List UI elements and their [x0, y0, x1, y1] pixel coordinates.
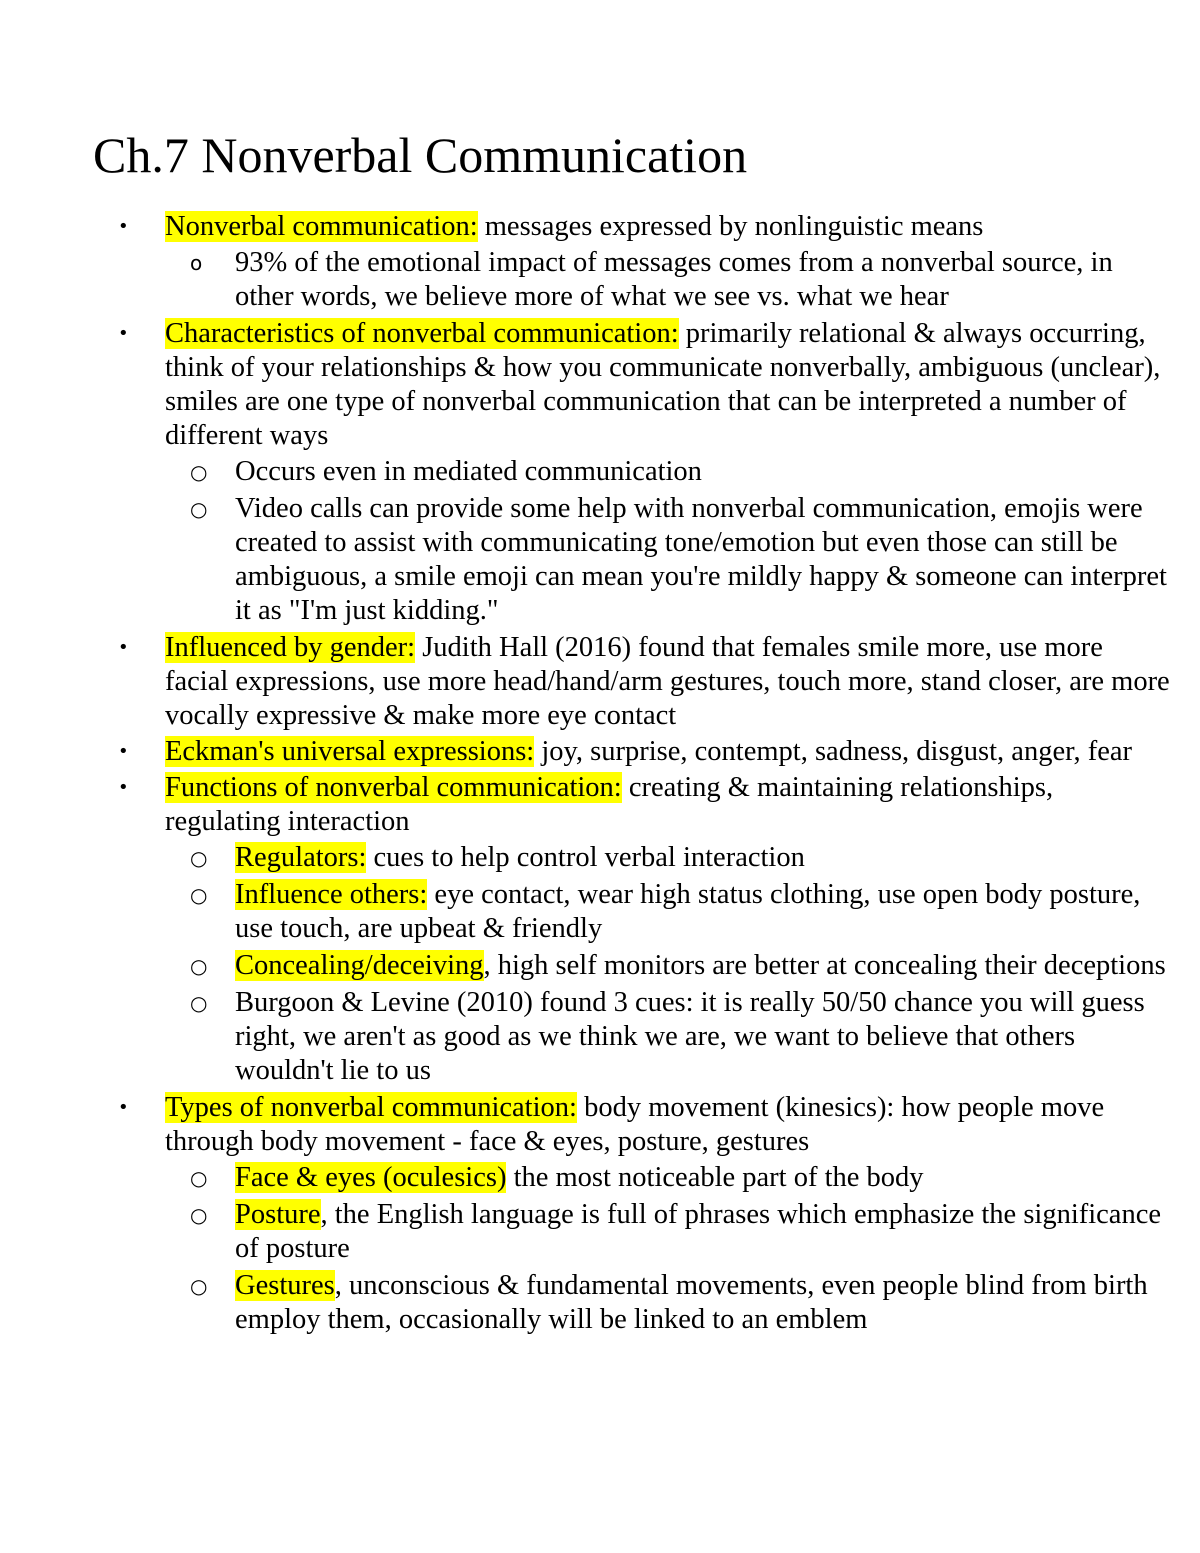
sub-list-item — [165, 841, 1170, 875]
bullet-icon: • — [118, 777, 129, 798]
sub-item-text: , high self monitors are better at concealing their deceptions — [483, 950, 1166, 981]
bullet-icon: • — [118, 216, 129, 237]
item-text: Judith Hall (2016) found that females smile more, use more facial expressions, use more head/hand/arm gestures, touch more, stand closer, are more vocally expressive & make more eye contact — [165, 632, 1170, 731]
list-item — [0, 1091, 1200, 1337]
item-text: creating & maintaining relationships, regulating interaction — [165, 772, 1054, 837]
circle-bullet-icon: ○ — [190, 460, 208, 484]
sub-list-item — [165, 455, 1170, 489]
bullet-icon: • — [118, 741, 129, 762]
circle-bullet-icon: ○ — [190, 991, 208, 1015]
highlighted-term: Face & eyes (oculesics) — [235, 1162, 507, 1193]
sub-list-item — [165, 492, 1170, 628]
sub-list-item — [165, 1161, 1170, 1195]
sub-item-text: Burgoon & Levine (2010) found 3 cues: it is really 50/50 chance you will guess right, we aren't as good as we think we are, we want to believe that others wouldn't lie to us — [235, 987, 1145, 1086]
circle-bullet-icon: ○ — [190, 497, 208, 521]
sub-item-text: Video calls can provide some help with nonverbal communication, emojis were created to assist with communicating tone/emotion but even those can still be ambiguous, a smile emoji can mean you're mildly happy & someone can interpret it as "I'm just kidding." — [235, 493, 1167, 626]
notes-content — [0, 210, 1200, 1340]
circle-bullet-icon: ○ — [190, 1274, 208, 1298]
highlighted-term: Gestures — [235, 1270, 335, 1301]
list-item — [0, 735, 1200, 769]
sub-item-text: , the English language is full of phrases which emphasize the significance of posture — [235, 1199, 1161, 1264]
item-text: messages expressed by nonlinguistic means — [477, 211, 984, 242]
sub-list — [165, 246, 1170, 314]
sub-list-item — [165, 1198, 1170, 1266]
bullet-icon: • — [118, 323, 129, 344]
bullet-icon: • — [118, 1097, 129, 1118]
sub-list — [165, 841, 1170, 1088]
highlighted-term: Posture — [235, 1199, 321, 1230]
highlighted-term: Concealing/deceiving — [235, 950, 484, 981]
circle-bullet-icon: ○ — [190, 883, 208, 907]
sub-item-text: Occurs even in mediated communication — [235, 456, 702, 487]
highlighted-term: Functions of nonverbal communication: — [165, 772, 622, 803]
sub-list-item — [165, 246, 1170, 314]
circle-bullet-icon: ○ — [190, 1166, 208, 1190]
sub-list — [165, 455, 1170, 628]
sub-item-text: the most noticeable part of the body — [506, 1162, 924, 1193]
sub-item-text: cues to help control verbal interaction — [366, 842, 805, 873]
sub-list — [165, 1161, 1170, 1337]
page-title: Ch.7 Nonverbal Communication — [93, 127, 748, 183]
circle-bullet-icon: o — [190, 251, 203, 275]
sub-item-text: eye contact, wear high status clothing, use open body posture, use touch, are upbeat & friendly — [235, 879, 1141, 944]
list-item — [0, 210, 1200, 314]
item-text: joy, surprise, contempt, sadness, disgust, anger, fear — [534, 736, 1132, 767]
list-item — [0, 631, 1200, 733]
list-item — [0, 317, 1200, 628]
highlighted-term: Types of nonverbal communication: — [165, 1092, 577, 1123]
highlighted-term: Eckman's universal expressions: — [165, 736, 535, 767]
highlighted-term: Influence others: — [235, 879, 428, 910]
highlighted-term: Characteristics of nonverbal communication: — [165, 318, 679, 349]
bullet-icon: • — [118, 637, 129, 658]
sub-item-text: 93% of the emotional impact of messages comes from a nonverbal source, in other words, we believe more of what we see vs. what we hear — [235, 247, 1113, 312]
list-item — [0, 771, 1200, 1088]
item-text: body movement (kinesics): how people move through body movement - face & eyes, posture, gestures — [165, 1092, 1105, 1157]
highlighted-term: Influenced by gender: — [165, 632, 416, 663]
circle-bullet-icon: ○ — [190, 954, 208, 978]
bullet-list — [0, 210, 1200, 1337]
circle-bullet-icon: ○ — [190, 846, 208, 870]
sub-list-item — [165, 1269, 1170, 1337]
circle-bullet-icon: ○ — [190, 1203, 208, 1227]
sub-list-item — [165, 986, 1170, 1088]
highlighted-term: Nonverbal communication: — [165, 211, 478, 242]
sub-list-item — [165, 949, 1170, 983]
sub-item-text: , unconscious & fundamental movements, even people blind from birth employ them, occasionally will be linked to an emblem — [235, 1270, 1148, 1335]
highlighted-term: Regulators: — [235, 842, 367, 873]
item-text: primarily relational & always occurring, think of your relationships & how you communicate nonverbally, ambiguous (unclear), smiles are one type of nonverbal communication that can be interpreted a number of different ways — [165, 318, 1161, 451]
sub-list-item — [165, 878, 1170, 946]
